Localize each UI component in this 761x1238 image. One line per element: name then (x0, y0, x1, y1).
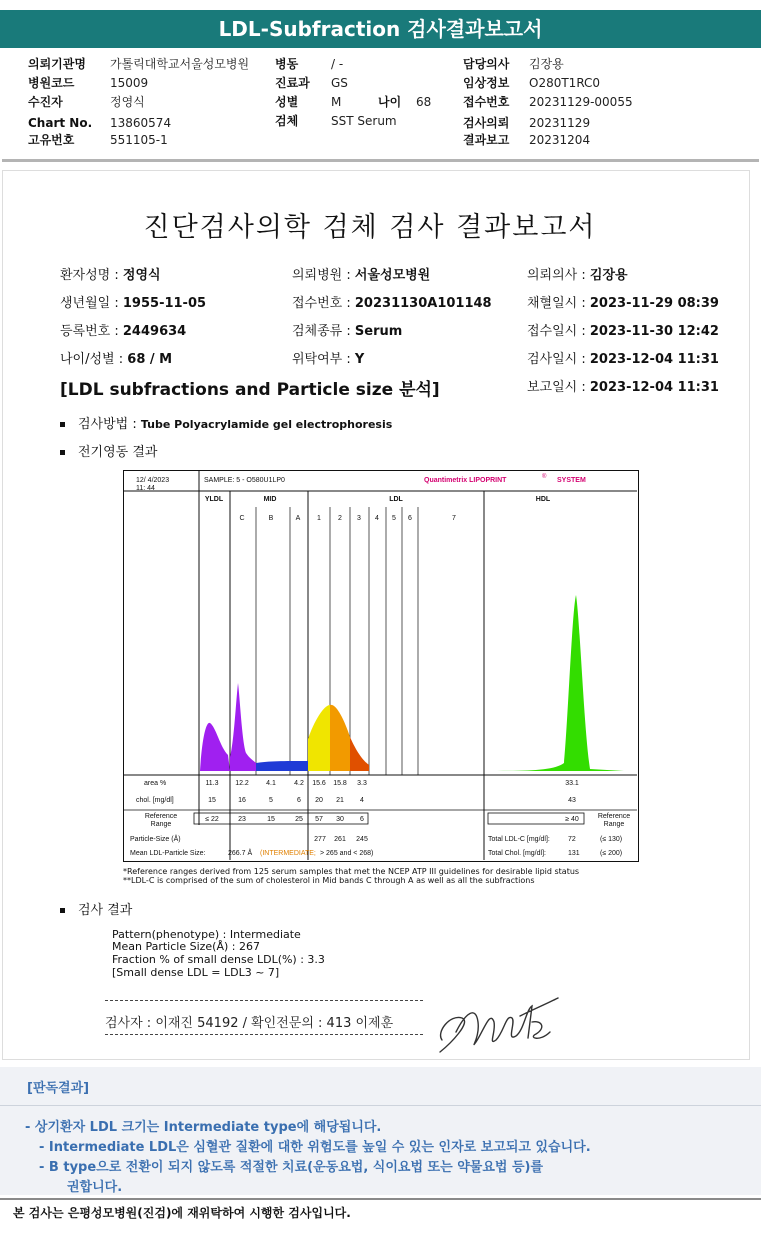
header-field: 병원코드 (28, 76, 75, 90)
total-chol-value: 131 (568, 850, 580, 857)
group-label: MID (263, 496, 277, 503)
header-field: 나이 (378, 95, 402, 109)
area-label: area % (144, 780, 167, 787)
patient-field: 보고일시 : 2023-12-04 11:31 (527, 380, 719, 395)
judgement-line: - 상기환자 LDL 크기는 Intermediate type에 해당됩니다. (25, 1120, 382, 1135)
footer-divider (0, 1198, 761, 1200)
band-label: C (239, 515, 245, 522)
ref-value: 6 (360, 816, 364, 823)
area-value: 4.2 (294, 780, 304, 787)
chol-value: 6 (297, 797, 301, 804)
patient-field: 등록번호 : 2449634 (60, 324, 187, 339)
ldl3-peak (350, 737, 369, 771)
header-field: 담당의사 (463, 57, 510, 71)
header-field: 병동 (275, 57, 299, 71)
total-ldl-ref: (≤ 130) (600, 836, 623, 843)
chol-value: 21 (336, 797, 344, 804)
result-line: Mean Particle Size(Å) : 267 (112, 940, 260, 953)
chol-value: 15 (208, 797, 216, 804)
patient-field: 접수번호 : 20231130A101148 (292, 296, 492, 311)
header-field: Chart No. (28, 116, 93, 130)
particle-value: 245 (356, 836, 368, 843)
result-line: [Small dense LDL = LDL3 ~ 7] (112, 966, 280, 979)
vldl-peak (200, 723, 230, 771)
mean-range: > 265 and < 268) (320, 850, 374, 857)
ref-value: 30 (336, 816, 344, 823)
band-label: B (268, 515, 274, 522)
lipoprint-chart (123, 470, 639, 862)
header-field: 성별 (275, 95, 299, 109)
result-line: Pattern(phenotype) : Intermediate (112, 928, 301, 941)
signature-stroke (440, 998, 558, 1052)
header-field: 의뢰기관명 (28, 57, 86, 71)
area-value: 3.3 (357, 780, 367, 787)
band-label: 1 (317, 515, 321, 522)
mean-class: (INTERMEDIATE; (260, 850, 316, 857)
judgement-line: 권합니다. (67, 1180, 123, 1195)
patient-field: 위탁여부 : Y (292, 352, 365, 367)
patient-field: 생년월일 : 1955-11-05 (60, 296, 207, 311)
header-value: 20231204 (529, 133, 591, 147)
patient-field: 접수일시 : 2023-11-30 12:42 (527, 324, 719, 339)
header-value: 68 (416, 95, 432, 109)
bullet-square (60, 450, 65, 455)
chart-brand: Quantimetrix LIPOPRINT (424, 477, 507, 484)
hdl-ref-value: ≥ 40 (565, 816, 579, 823)
chart-footnote-2: **LDL-C is comprised of the sum of cholesterol in Mid bands C through A as well as all the subfractions (123, 876, 535, 885)
area-value: 15.8 (333, 780, 347, 787)
group-label: YLDL (204, 496, 224, 503)
hdl-peak (484, 595, 624, 771)
signature-divider-bottom (105, 1034, 423, 1035)
header-field: 임상정보 (463, 76, 510, 90)
chol-value: 16 (238, 797, 246, 804)
particle-value: 277 (314, 836, 326, 843)
header-value: 정영식 (110, 95, 145, 109)
header-value: 15009 (110, 76, 149, 90)
bullet-square (60, 908, 65, 913)
ref-right-label: Range (603, 821, 625, 828)
band-label: 6 (408, 515, 412, 522)
report-header-title: LDL-Subfraction 검사결과보고서 (0, 10, 761, 48)
ref-value: ≤ 22 (205, 816, 219, 823)
total-chol-label: Total Chol. [mg/dl]: (488, 850, 546, 857)
patient-field: 의뢰의사 : 김장용 (527, 268, 628, 283)
header-field: 고유번호 (28, 133, 75, 147)
patient-field: 검체종류 : Serum (292, 324, 403, 339)
chart-time: 11: 44 (136, 485, 155, 492)
chol-value: 5 (269, 797, 273, 804)
patient-field: 채혈일시 : 2023-11-29 08:39 (527, 296, 719, 311)
ref-right-label: Reference (597, 813, 631, 820)
total-ldl-label: Total LDL-C [mg/dl]: (488, 836, 550, 843)
judgement-divider (0, 1105, 761, 1106)
area-value: 15.6 (312, 780, 326, 787)
header-value: 가톨릭대학교서울성모병원 (110, 57, 250, 71)
midb-peak (256, 761, 308, 771)
signer-line: 검사자 : 이재진 54192 / 확인전문의 : 413 이제훈 (105, 1016, 394, 1031)
chart-date: 12/ 4/2023 (136, 477, 170, 484)
total-ldl-value: 72 (568, 836, 576, 843)
mean-value: 266.7 Å (228, 850, 253, 857)
area-value: 33.1 (565, 780, 579, 787)
result-heading: 검사 결과 (60, 899, 132, 918)
particle-label: Particle-Size (Å) (130, 836, 181, 843)
ldl1-peak (308, 705, 330, 771)
method-line: 검사방법 : Tube Polyacrylamide gel electrophoresis (60, 413, 392, 432)
chart-brand-suffix: SYSTEM (557, 477, 586, 484)
analysis-subheading: [LDL subfractions and Particle size 분석] (60, 380, 440, 400)
ref-value: 23 (238, 816, 246, 823)
header-value: 13860574 (110, 116, 172, 130)
header-value: O280T1RC0 (529, 76, 601, 90)
band-label: 3 (357, 515, 361, 522)
header-divider (2, 159, 759, 162)
header-value: / - (331, 57, 344, 71)
judgement-line: - Intermediate LDL은 심혈관 질환에 대한 위험도를 높일 수 있는 인자로 보고되고 있습니다. (39, 1140, 591, 1155)
mean-label: Mean LDL-Particle Size: (130, 850, 206, 857)
band-label: 4 (375, 515, 379, 522)
ref-label: Range (150, 821, 172, 828)
header-value: 551105-1 (110, 133, 168, 147)
ref-value: 57 (315, 816, 323, 823)
band-label: 2 (338, 515, 342, 522)
ldl2-peak (330, 705, 350, 771)
header-field: 수진자 (28, 95, 63, 109)
header-field: 검체 (275, 114, 299, 128)
band-label: 5 (392, 515, 396, 522)
band-label: A (295, 515, 301, 522)
patient-field: 환자성명 : 정영식 (60, 268, 161, 283)
result-line: Fraction % of small dense LDL(%) : 3.3 (112, 953, 325, 966)
area-value: 12.2 (235, 780, 249, 787)
header-field: 결과보고 (463, 133, 510, 147)
header-value: 20231129 (529, 116, 591, 130)
judgement-line: - B type으로 전환이 되지 않도록 적절한 치료(운동요법, 식이요법 또는 약물요법 등)를 (39, 1160, 544, 1175)
area-value: 11.3 (205, 780, 219, 787)
chart-brand-reg: ® (542, 474, 547, 480)
area-value: 4.1 (266, 780, 276, 787)
judgement-title: [판독결과] (27, 1081, 90, 1096)
chol-label: chol. [mg/dl] (136, 797, 174, 804)
patient-field: 나이/성별 : 68 / M (60, 352, 173, 367)
electrophoresis-heading: 전기영동 결과 (60, 441, 157, 460)
header-value: 20231129-00055 (529, 95, 633, 109)
patient-field: 검사일시 : 2023-12-04 11:31 (527, 352, 719, 367)
group-label: LDL (389, 496, 403, 503)
report-title: 진단검사의학 검체 검사 결과보고서 (143, 212, 597, 243)
total-chol-ref: (≤ 200) (600, 850, 623, 857)
header-field: 검사의뢰 (463, 116, 510, 130)
footer-note: 본 검사는 은평성모병원(진검)에 재위탁하여 시행한 검사입니다. (13, 1206, 351, 1220)
header-field: 진료과 (275, 76, 310, 90)
ref-label: Reference (144, 813, 178, 820)
patient-field: 의뢰병원 : 서울성모병원 (292, 268, 431, 283)
header-value: GS (331, 76, 348, 90)
header-value: 김장용 (529, 57, 564, 71)
ref-value: 15 (267, 816, 275, 823)
chol-value: 20 (315, 797, 323, 804)
handwritten-signature (432, 992, 564, 1058)
header-field: 접수번호 (463, 95, 510, 109)
header-value: SST Serum (331, 114, 397, 128)
chart-footnote-1: *Reference ranges derived from 125 serum samples that met the NCEP ATP III guidelines for desirable lipid status (123, 867, 580, 876)
chart-sample-id: SAMPLE: 5 - O580U1LP0 (204, 477, 285, 484)
ref-value: 25 (295, 816, 303, 823)
chol-value: 4 (360, 797, 364, 804)
particle-value: 261 (334, 836, 346, 843)
header-value: M (331, 95, 342, 109)
band-label: 7 (452, 515, 456, 522)
bullet-square (60, 422, 65, 427)
midc-peak (230, 683, 256, 771)
group-label: HDL (535, 496, 551, 503)
lipoprint-chart-svg (124, 471, 637, 860)
signature-divider-top (105, 1000, 423, 1001)
chol-value: 43 (568, 797, 576, 804)
